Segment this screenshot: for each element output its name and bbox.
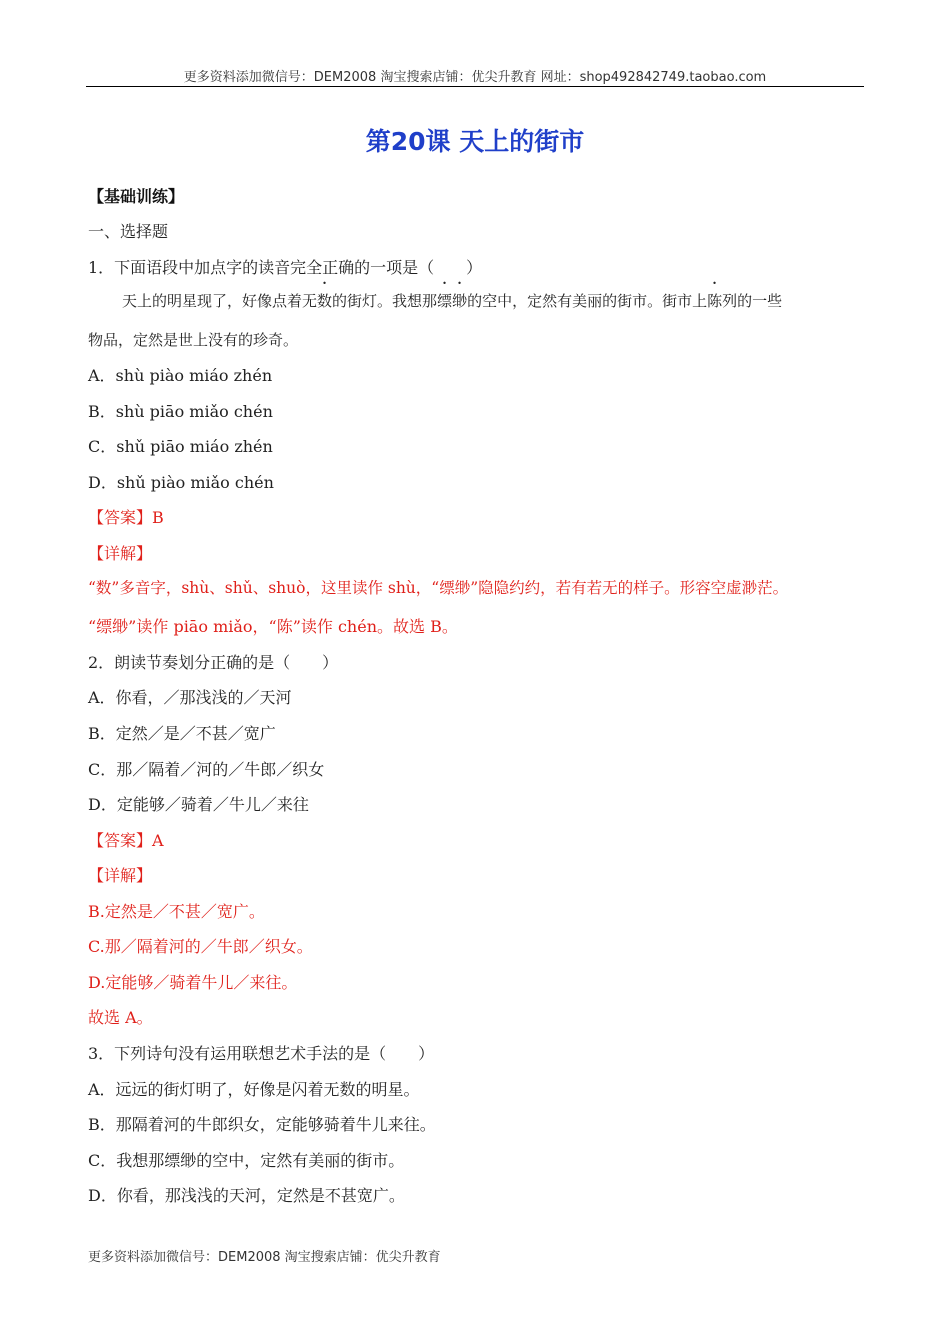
dotted-char-piao: 缥 [437, 292, 453, 310]
question-1-option-b: B．shù piāo miǎo chén [88, 402, 273, 421]
question-1-answer: 【答案】B [88, 508, 164, 527]
question-1-option-a: A．shù piào miáo zhén [88, 366, 273, 385]
question-1-option-d: D．shǔ piào miǎo chén [88, 473, 274, 492]
question-3-stem: 3．下列诗句没有运用联想艺术手法的是（ ） [88, 1044, 435, 1063]
question-2-option-a: A．你看，／那浅浅的／天河 [88, 688, 292, 707]
dotted-char-chen: 陈 [707, 292, 723, 310]
question-2-detail-d: D.定能够／骑着牛儿／来往。 [88, 973, 298, 992]
question-3-option-c: C．我想那缥缈的空中，定然有美丽的街市。 [88, 1151, 405, 1170]
question-3-option-a: A．远远的街灯明了，好像是闪着无数的明星。 [88, 1080, 420, 1099]
question-1-detail-2: “缥缈”读作 piāo miǎo，“陈”读作 chén。故选 B。 [88, 617, 458, 636]
question-1-stem: 1．下面语段中加点字的读音完全正确的一项是（ ） [88, 258, 483, 277]
question-2-detail-b: B.定然是／不甚／宽广。 [88, 902, 265, 921]
question-1-option-c: C．shǔ piāo miáo zhén [88, 437, 273, 456]
question-2-detail-c: C.那／隔着河的／牛郎／织女。 [88, 937, 313, 956]
section-heading: 【基础训练】 [88, 187, 185, 206]
question-1-passage-line1 [122, 290, 782, 311]
passage-text: 的街灯。我想那 [332, 292, 438, 310]
question-2-option-c: C．那／隔着／河的／牛郎／织女 [88, 760, 325, 779]
question-2-option-b: B．定然／是／不甚／宽广 [88, 724, 276, 743]
question-1-passage-line2: 物品，定然是世上没有的珍奇。 [88, 331, 299, 349]
question-1-detail-1: “数”多音字，shù、shǔ、shuò，这里读作 shù，“缥缈”隐隐约约，若有若无的样子。形容空虚渺茫。 [88, 579, 789, 597]
dotted-char-shu: 数 [317, 292, 333, 310]
question-1-detail-label: 【详解】 [88, 544, 153, 563]
question-3-option-b: B．那隔着河的牛郎织女，定能够骑着牛儿来往。 [88, 1115, 436, 1134]
question-2-answer: 【答案】A [88, 831, 164, 850]
page-footer: 更多资料添加微信号：DEM2008 淘宝搜索店铺：优尖升教育 [88, 1250, 441, 1265]
passage-text: 的空中，定然有美丽的街市。街市上 [467, 292, 708, 310]
question-2-stem: 2．朗读节奏划分正确的是（ ） [88, 653, 339, 672]
passage-text: 天上的明星现了，好像点着无 [122, 292, 318, 310]
question-2-conclusion: 故选 A。 [88, 1008, 153, 1027]
part-heading: 一、选择题 [88, 222, 169, 241]
question-2-option-d: D．定能够／骑着／牛儿／来往 [88, 795, 309, 814]
page-header: 更多资料添加微信号：DEM2008 淘宝搜索店铺：优尖升教育 网址：shop492842749.taobao.com [183, 70, 767, 85]
header-rule [86, 86, 864, 87]
question-3-option-d: D．你看，那浅浅的天河，定然是不甚宽广。 [88, 1186, 405, 1205]
dotted-char-miao: 缈 [452, 292, 468, 310]
lesson-title: 第20课 天上的街市 [365, 127, 585, 156]
question-2-detail-label: 【详解】 [88, 866, 153, 885]
passage-text: 列的一些 [722, 292, 783, 310]
